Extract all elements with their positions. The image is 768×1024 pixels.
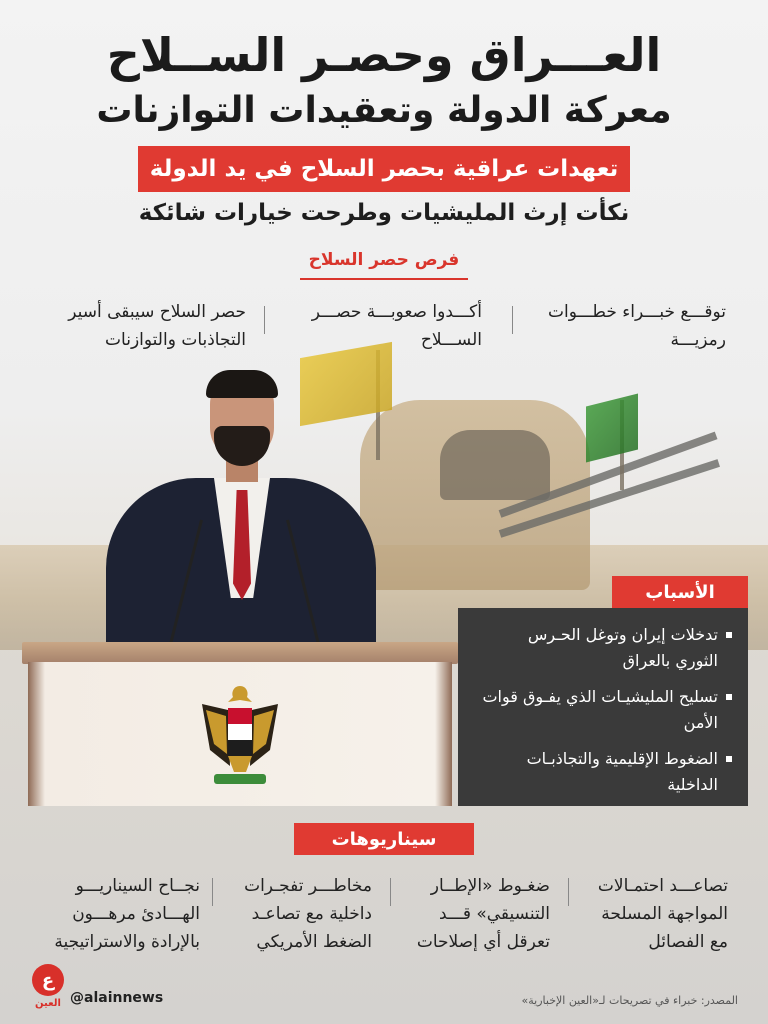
main-subtitle: معركة الدولة وتعقيدات التوازنات <box>96 90 672 131</box>
scenarios-label: سيناريوهات <box>294 823 474 855</box>
subheading: نكأت إرث المليشيات وطرحت خيارات شائكة <box>138 200 630 226</box>
truck-cabin <box>440 430 550 500</box>
logo-label: العين <box>35 998 61 1009</box>
podium-top <box>22 642 458 664</box>
scenario-item-4: نجــاح السيناريـــو الهـــادئ مرهـــون بالإرادة والاستراتيجية <box>54 876 200 952</box>
opportunity-item-3: حصر السلاح سيبقى أسير التجاذبات والتوازنات <box>68 302 246 350</box>
source-credit: المصدر: خبراء في تصريحات لـ«العين الإخبارية» <box>521 994 738 1007</box>
social-handle: @alainnews <box>70 990 164 1006</box>
divider <box>264 306 265 334</box>
headline-banner: تعهدات عراقية بحصر السلاح في يد الدولة <box>138 146 630 192</box>
scenario-item-3: مخاطـــر تفجـرات داخلية مع تصاعـد الضغط الأمريكي <box>244 876 372 952</box>
opportunities-label: فرص حصر السلاح <box>308 250 460 270</box>
speaker-hair <box>206 370 278 398</box>
scenario-item-2: ضغـوط «الإطــار التنسيقي» قـــد تعرقل أي إصلاحات <box>416 876 550 952</box>
opportunity-item-1: توقـــع خبـــراء خطـــوات رمزيـــة <box>547 302 726 350</box>
opportunities-underline <box>300 278 468 280</box>
reason-item-2: تسليح المليشيـات الذي يفـوق قوات الأمن <box>482 684 732 736</box>
alain-logo-icon: ع <box>32 964 64 996</box>
reasons-panel <box>458 608 748 806</box>
reasons-label: الأسباب <box>612 576 748 608</box>
reason-item-3: الضغوط الإقليمية والتجاذبـات الداخلية <box>482 746 732 798</box>
divider <box>512 306 513 334</box>
speaker-figure <box>96 368 386 668</box>
iraq-emblem-icon <box>198 680 282 790</box>
main-title: العـــراق وحصـر الســلاح <box>106 28 662 82</box>
divider <box>390 878 391 906</box>
opportunity-item-2: أكـــدوا صعوبـــة حصـــر الســـلاح <box>311 302 482 350</box>
divider <box>568 878 569 906</box>
scenario-item-1: تصاعـــد احتمـالات المواجهة المسلحة مع الفصائل <box>597 876 728 952</box>
speaker-beard <box>214 426 270 466</box>
reason-item-1: تدخلات إيران وتوغل الحـرس الثوري بالعراق <box>482 622 732 674</box>
divider <box>212 878 213 906</box>
